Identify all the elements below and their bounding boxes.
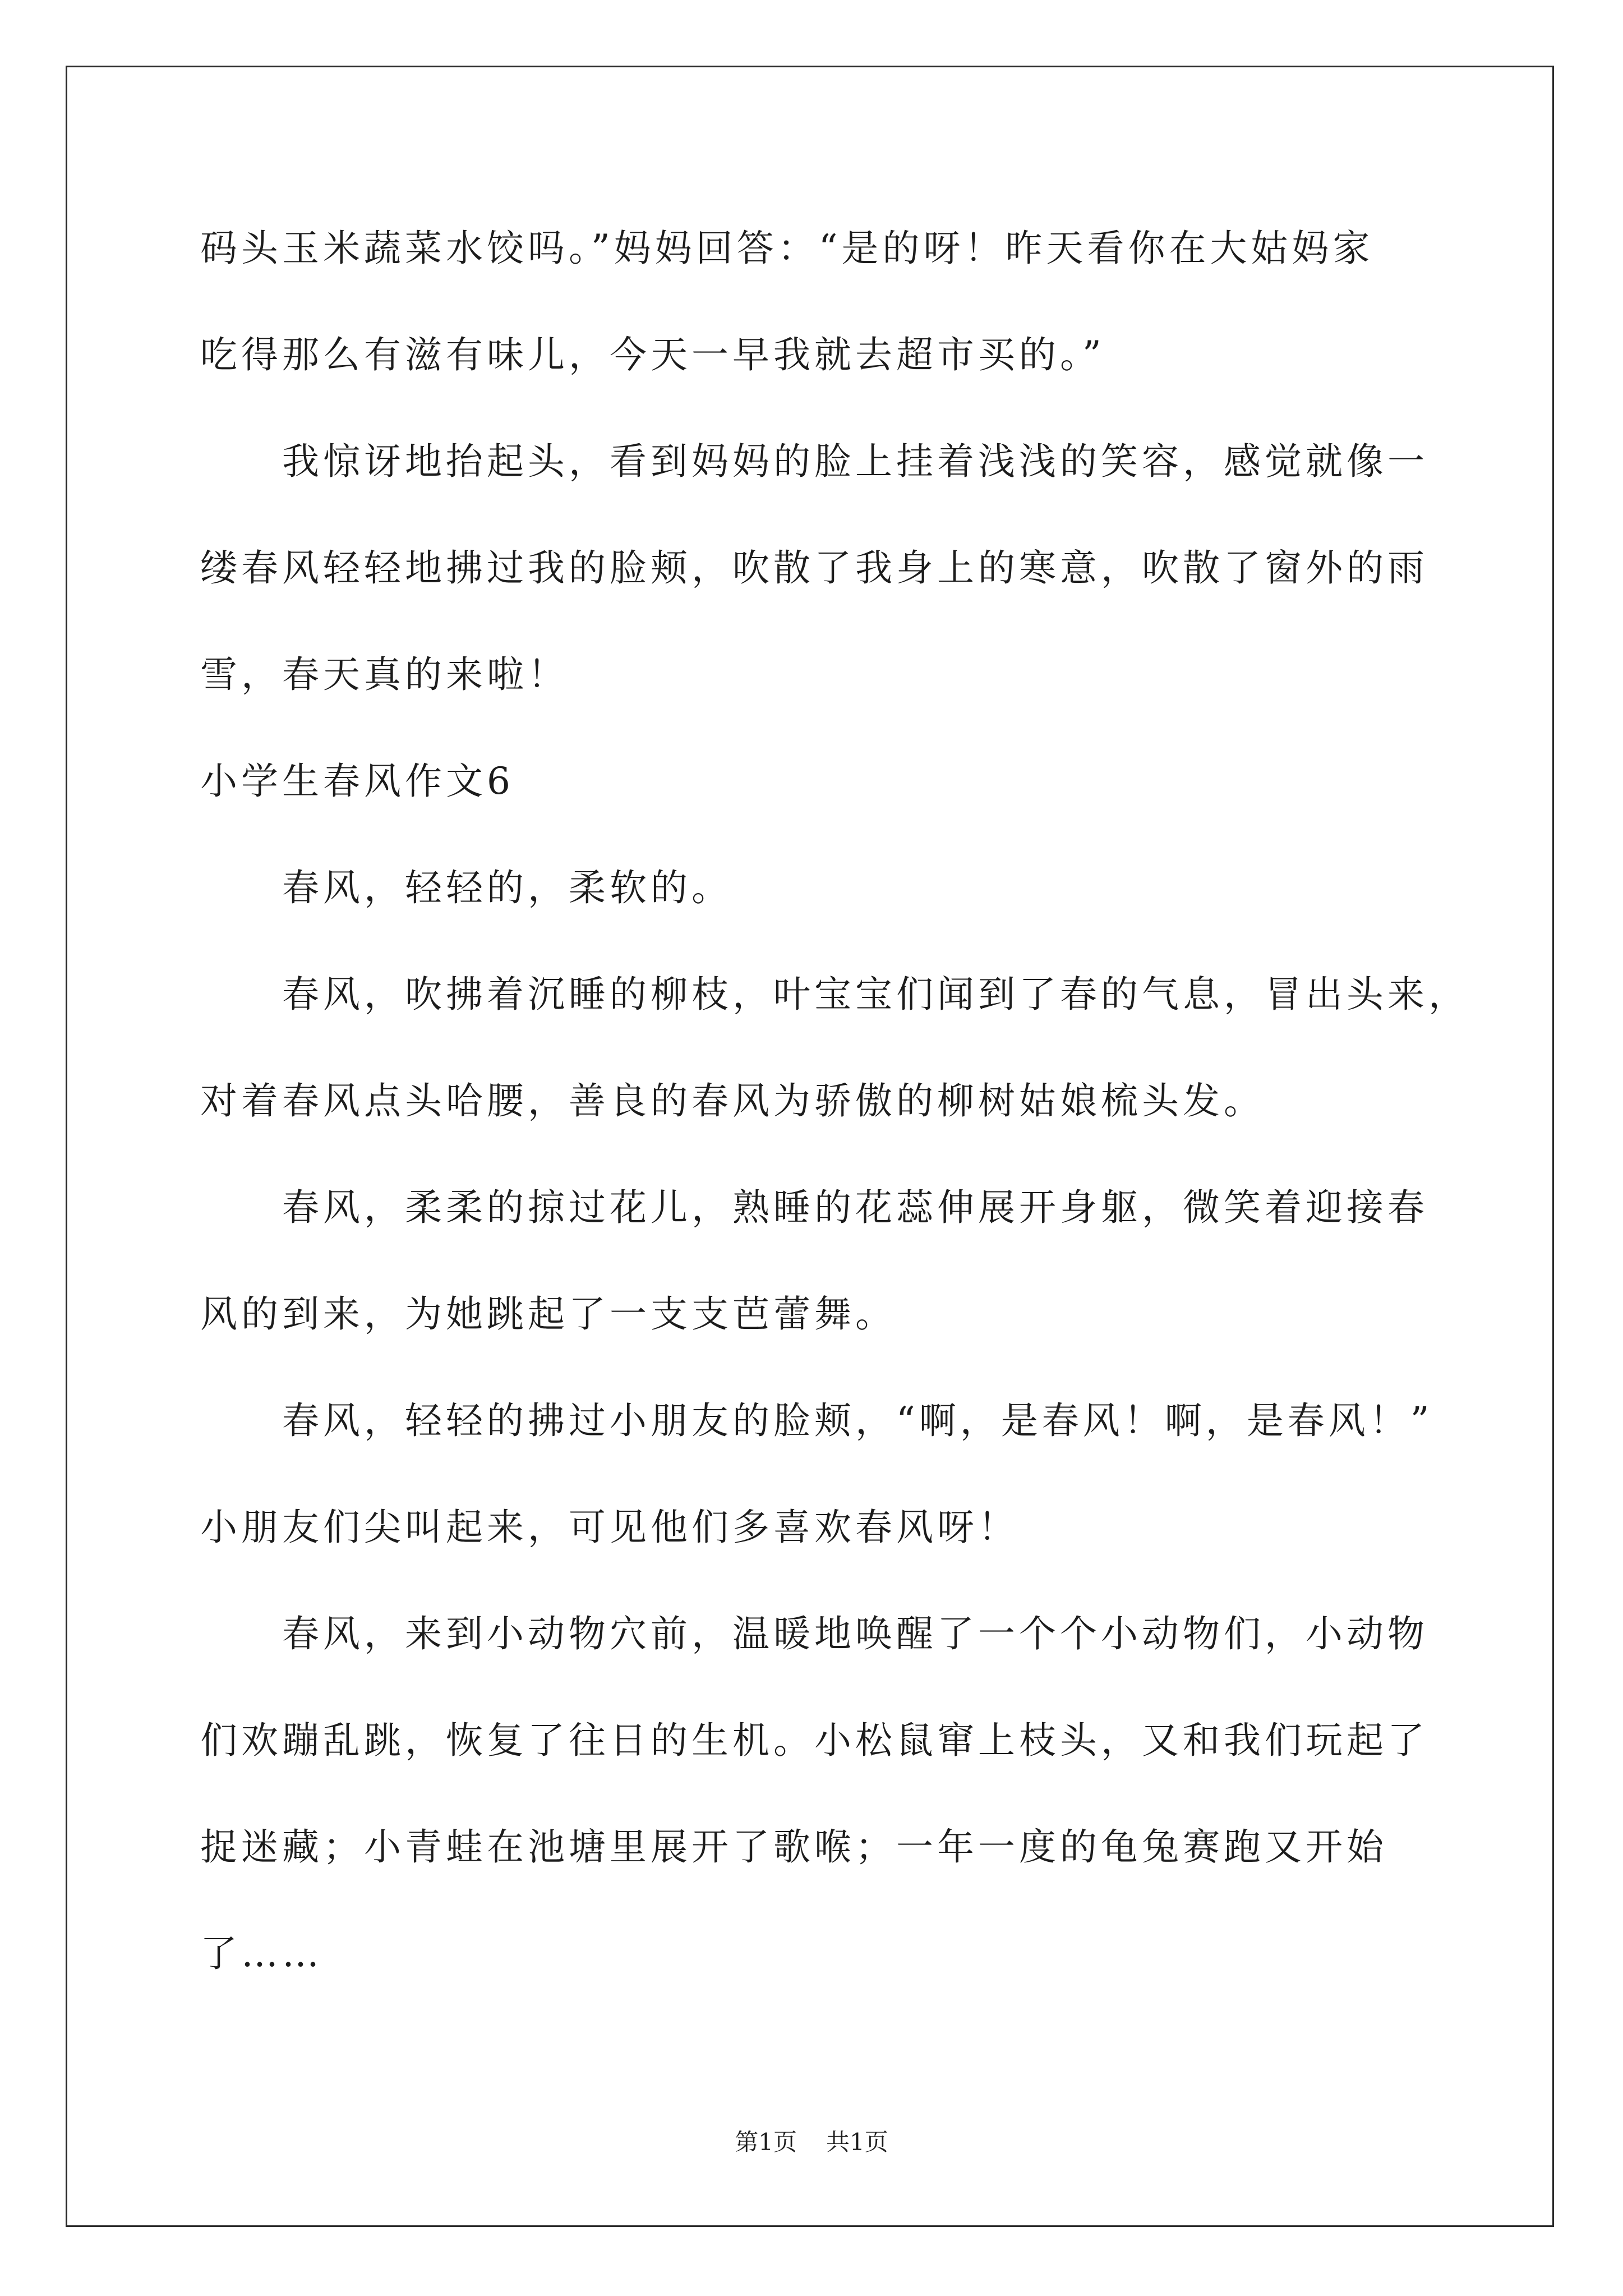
text-line: 对着春风点头哈腰，善良的春风为骄傲的柳树姑娘梳头发。: [200, 1079, 1265, 1122]
text-line: 们欢蹦乱跳，恢复了往日的生机。小松鼠窜上枝头，又和我们玩起了: [200, 1719, 1428, 1762]
text-line: 春风，柔柔的掠过花儿，熟睡的花蕊伸展开身躯，微笑着迎接春: [282, 1186, 1428, 1229]
page-number-current: 第1页: [735, 2128, 797, 2156]
document-body: [200, 195, 1524, 2007]
text-line: 码头玉米蔬菜水饺吗。”妈妈回答：“是的呀！昨天看你在大姑妈家: [200, 227, 1374, 270]
text-line: 风的到来，为她跳起了一支支芭蕾舞。: [200, 1292, 896, 1336]
text-line: 小朋友们尖叫起来，可见他们多喜欢春风呀！: [200, 1506, 1019, 1549]
text-line: 缕春风轻轻地拂过我的脸颊，吹散了我身上的寒意，吹散了窗外的雨: [200, 546, 1428, 590]
text-line: 捉迷藏；小青蛙在池塘里展开了歌喉；一年一度的龟兔赛跑又开始: [200, 1825, 1387, 1869]
text-line: 春风，轻轻的拂过小朋友的脸颊，“啊，是春风！啊，是春风！”: [282, 1399, 1433, 1442]
text-line: 吃得那么有滋有味儿，今天一早我就去超市买的。”: [200, 333, 1105, 376]
text-line: 春风，来到小动物穴前，温暖地唤醒了一个个小动物们，小动物: [282, 1612, 1428, 1655]
text-line: 了……: [200, 1932, 323, 1975]
page-count-total: 共1页: [826, 2128, 888, 2156]
text-line: 雪，春天真的来啦！: [200, 653, 569, 696]
page-footer: [0, 2125, 1623, 2159]
text-line: 春风，轻轻的，柔软的。: [282, 866, 732, 909]
text-line: 春风，吹拂着沉睡的柳枝，叶宝宝们闻到了春的气息，冒出头来，: [282, 973, 1469, 1016]
text-line: 我惊讶地抬起头，看到妈妈的脸上挂着浅浅的笑容，感觉就像一: [282, 440, 1428, 483]
section-heading: 小学生春风作文6: [200, 760, 514, 803]
